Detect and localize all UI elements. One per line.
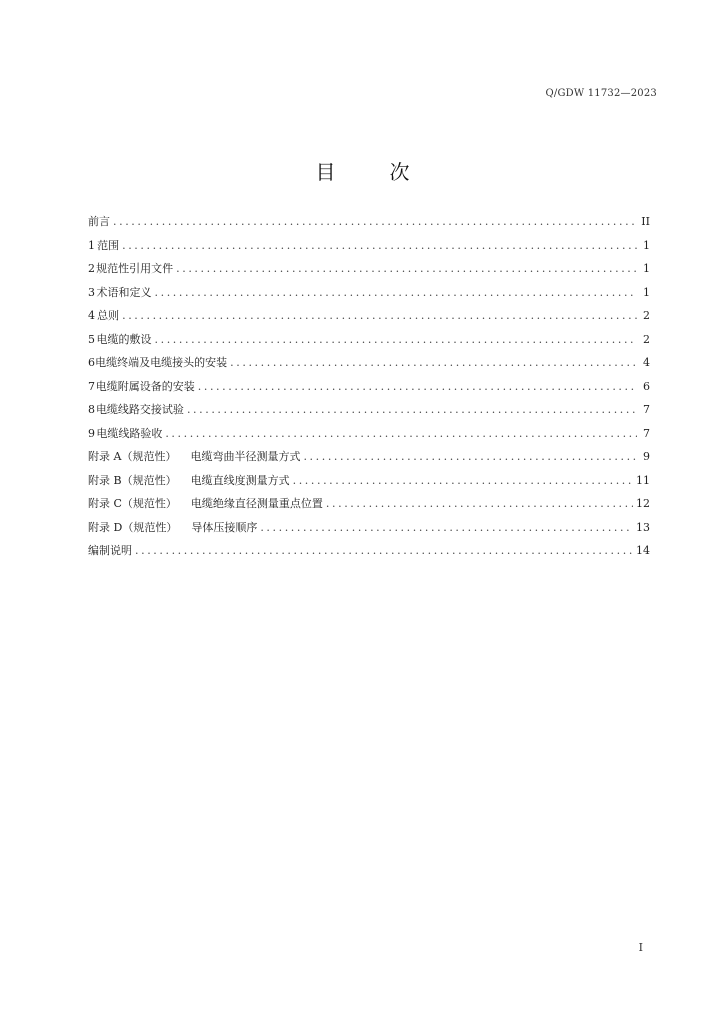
toc-entry-page: 14 bbox=[636, 544, 650, 557]
toc-leader-dots bbox=[230, 356, 637, 369]
toc-entry-label: 术语和定义 bbox=[96, 285, 152, 299]
toc-entry-appendix-b[interactable] bbox=[88, 472, 650, 496]
toc-entry-label bbox=[88, 495, 323, 511]
toc-entry-label: 电缆线路交接试验 bbox=[95, 403, 184, 416]
toc-entry-number: 6 bbox=[88, 356, 95, 369]
toc-entry-9[interactable] bbox=[88, 425, 650, 449]
appendix-label: 附录 D（规范性） bbox=[88, 520, 178, 534]
toc-entry-3[interactable] bbox=[88, 284, 650, 308]
toc-entry-number: 8 bbox=[88, 403, 95, 416]
toc-entry-5[interactable] bbox=[88, 331, 650, 355]
toc-entry-label: 前言 bbox=[88, 215, 110, 228]
toc-entry-compilation-notes[interactable] bbox=[88, 542, 650, 566]
appendix-title: 导体压接顺序 bbox=[191, 520, 258, 534]
appendix-label: 附录 B（规范性） bbox=[88, 473, 177, 487]
toc-entry-label: 总则 bbox=[97, 309, 120, 322]
toc-entry-number: 4 bbox=[88, 309, 95, 322]
toc-entry-number: 5 bbox=[88, 332, 95, 346]
toc-entry-label bbox=[88, 519, 257, 535]
toc-entry-page: 4 bbox=[642, 356, 650, 369]
toc-leader-dots bbox=[326, 497, 633, 510]
appendix-label: 附录 C（规范性） bbox=[88, 497, 177, 510]
toc-entry-page: 7 bbox=[643, 403, 650, 416]
toc-leader-dots bbox=[113, 215, 637, 228]
toc-entry-page: II bbox=[641, 215, 650, 228]
toc-entry-label: 编制说明 bbox=[88, 544, 132, 557]
toc-leader-dots bbox=[122, 239, 637, 252]
toc-entry-page: 2 bbox=[643, 309, 650, 322]
toc-entry-label: 电缆附属设备的安装 bbox=[95, 379, 195, 393]
table-of-contents bbox=[88, 213, 650, 566]
toc-entry-page: 7 bbox=[643, 426, 650, 440]
document-code: Q/GDW 11732—2023 bbox=[545, 88, 657, 99]
toc-leader-dots bbox=[176, 262, 637, 275]
toc-leader-dots bbox=[293, 474, 633, 487]
toc-entry-label bbox=[88, 448, 300, 464]
toc-entry-preface[interactable] bbox=[88, 213, 650, 237]
toc-leader-dots bbox=[303, 450, 637, 463]
toc-entry-2[interactable] bbox=[88, 260, 650, 284]
toc-leader-dots bbox=[187, 403, 637, 416]
appendix-title: 电缆直线度测量方式 bbox=[190, 473, 290, 487]
toc-entry-page: 13 bbox=[636, 520, 650, 534]
toc-entry-number: 7 bbox=[88, 379, 95, 393]
toc-title-part1: 目 bbox=[315, 160, 336, 184]
toc-entry-page: 11 bbox=[636, 473, 650, 487]
toc-leader-dots bbox=[122, 309, 637, 322]
appendix-title: 电缆绝缘直径测量重点位置 bbox=[190, 497, 323, 510]
page-number: I bbox=[638, 941, 643, 954]
toc-entry-number: 3 bbox=[88, 285, 95, 299]
toc-entry-appendix-a[interactable] bbox=[88, 448, 650, 472]
toc-entry-appendix-c[interactable] bbox=[88, 495, 650, 519]
toc-entry-6[interactable] bbox=[88, 354, 650, 378]
toc-entry-page: 9 bbox=[643, 450, 650, 463]
toc-entry-label: 电缆线路验收 bbox=[96, 426, 163, 440]
toc-entry-8[interactable] bbox=[88, 401, 650, 425]
toc-entry-appendix-d[interactable] bbox=[88, 519, 650, 543]
appendix-title: 电缆弯曲半径测量方式 bbox=[190, 450, 301, 463]
toc-leader-dots bbox=[198, 380, 637, 393]
toc-entry-label: 电缆终端及电缆接头的安装 bbox=[95, 356, 228, 369]
toc-entry-4[interactable] bbox=[88, 307, 650, 331]
toc-entry-page: 12 bbox=[636, 497, 650, 510]
toc-entry-page: 1 bbox=[643, 238, 650, 252]
toc-entry-7[interactable] bbox=[88, 378, 650, 402]
toc-entry-page: 1 bbox=[643, 262, 650, 275]
toc-entry-page: 6 bbox=[643, 379, 650, 393]
toc-leader-dots bbox=[260, 521, 633, 534]
toc-entry-page: 1 bbox=[643, 285, 650, 299]
toc-entry-1[interactable] bbox=[88, 237, 650, 261]
appendix-label: 附录 A（规范性） bbox=[88, 450, 177, 463]
toc-leader-dots bbox=[155, 333, 637, 346]
toc-entry-number: 9 bbox=[88, 426, 95, 440]
toc-entry-page: 2 bbox=[643, 332, 650, 346]
toc-leader-dots bbox=[155, 286, 637, 299]
toc-leader-dots bbox=[165, 427, 637, 440]
toc-title bbox=[0, 156, 725, 185]
toc-entry-label: 范围 bbox=[97, 238, 120, 252]
toc-leader-dots bbox=[135, 544, 633, 557]
toc-entry-number: 1 bbox=[88, 238, 95, 252]
toc-entry-label bbox=[88, 472, 290, 488]
toc-entry-number: 2 bbox=[88, 262, 95, 275]
toc-entry-label: 规范性引用文件 bbox=[96, 262, 174, 275]
toc-entry-label: 电缆的敷设 bbox=[96, 332, 152, 346]
toc-title-part2: 次 bbox=[389, 160, 410, 184]
